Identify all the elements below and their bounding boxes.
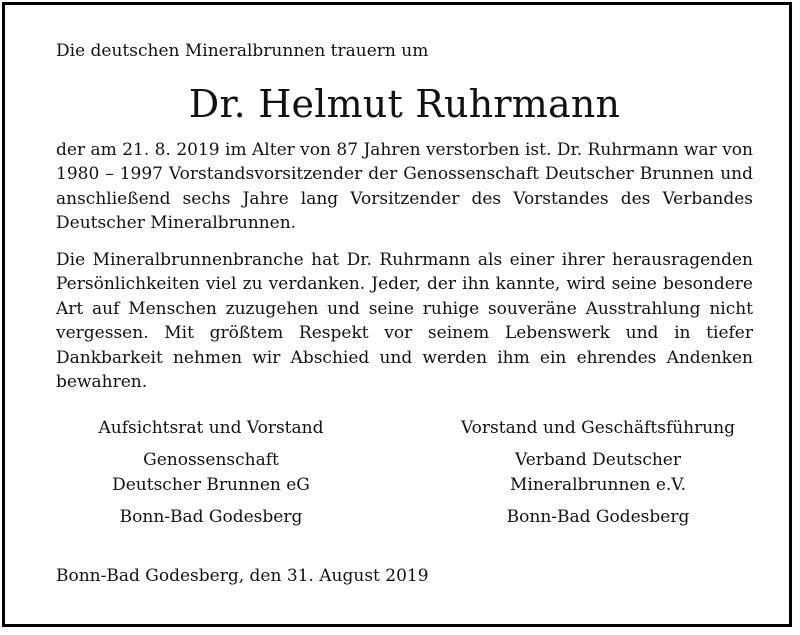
signatory-right <box>443 416 753 530</box>
signatory-role: Vorstand und Geschäftsführung <box>460 417 736 438</box>
signatory-role: Aufsichtsrat und Vorstand <box>98 417 324 438</box>
signatory-org-line: Deutscher Brunnen eG <box>112 474 310 495</box>
obituary-notice-frame <box>2 2 792 627</box>
deceased-name: Dr. Helmut Ruhrmann <box>188 81 621 126</box>
dateline: Bonn-Bad Godesberg, den 31. August 2019 <box>56 565 429 586</box>
signatory-org-line: Verband Deutscher <box>514 450 681 470</box>
signatory-org-line: Genossenschaft <box>143 450 279 470</box>
intro-line: Die deutschen Mineralbrunnen trauern um <box>56 41 429 61</box>
signatory-place: Bonn-Bad Godesberg <box>119 507 303 527</box>
signatory-place: Bonn-Bad Godesberg <box>506 507 690 527</box>
signatory-org-line: Mineralbrunnen e.V. <box>510 474 686 495</box>
signatory-left <box>56 416 366 530</box>
obituary-content <box>56 39 753 588</box>
signatories <box>56 416 753 530</box>
paragraph-biography: der am 21. 8. 2019 im Alter von 87 Jahren verstorben ist. Dr. Ruhrmann war von 1980 – 1997 Vorstandsvorsitzender der Genossenschaft Deutscher Brunnen und anschließend sechs Jahre lang Vorsitzender des Vorstandes des Verbandes Deutscher Mineralbrunnen. <box>56 139 753 233</box>
paragraph-tribute: Die Mineralbrunnenbranche hat Dr. Ruhrmann als einer ihrer herausragenden Persönlichkeiten viel zu verdanken. Jeder, der ihn kannte, wird seine besondere Art auf Menschen zuzugehen und seine ruhige souveräne Ausstrahlung nicht vergessen. Mit größtem Respekt vor seinem Lebenswerk und in tiefer Dankbarkeit nehmen wir Abschied und werden ihm ein ehrendes Andenken bewahren. <box>56 249 753 392</box>
